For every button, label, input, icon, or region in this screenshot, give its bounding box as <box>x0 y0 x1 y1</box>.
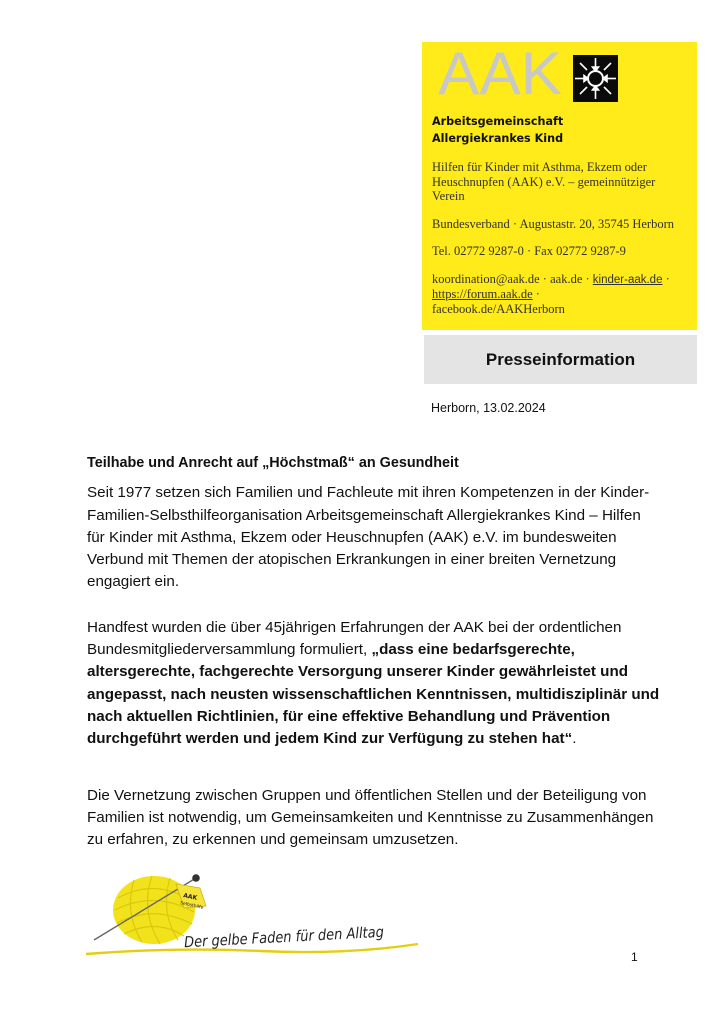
paragraph-2-quote: „dass eine bedarfsgerechte, altersgerechte, fachgerechte Versorgung unserer Kinder gewährleistet und angepasst, nach neusten wissenschaftlichen Kenntnissen, multidisziplinär und nach aktuellen Richtlinien, für eine effektive Behandlung und Prävention durchgeführt werden und jedem Kind zur Verfügung zu stehen hat“ <box>87 641 660 748</box>
separator: · <box>662 271 670 286</box>
document-date: Herborn, 13.02.2024 <box>431 401 546 415</box>
paragraph-2-intro: Handfest wurden die über 45jährigen Erfahrungen der AAK bei der ordentlichen Bundesmitgliederversammlung formuliert, <box>87 618 622 659</box>
article <box>87 452 662 851</box>
article-headline: Teilhabe und Anrecht auf „Höchstmaß“ an Gesundheit <box>87 455 459 471</box>
separator: · <box>532 287 540 301</box>
forum-link[interactable]: https://forum.aak.de <box>432 287 533 301</box>
press-label: Presseinformation <box>485 349 636 369</box>
article-paragraph-2 <box>87 617 662 751</box>
separator: · <box>582 271 593 286</box>
aak-logo-letters <box>438 48 562 96</box>
sun-arrows-icon <box>573 55 618 102</box>
yarn-ball-logo <box>84 868 420 962</box>
org-description: Hilfen für Kinder mit Asthma, Ekzem oder Heuschnupfen (AAK) e.V. – gemeinnütziger Verein <box>432 160 656 203</box>
org-name-line1: Arbeitsgemeinschaft <box>432 115 564 128</box>
footer-slogan: Der gelbe Faden für den Alltag <box>183 921 416 952</box>
letterhead <box>422 42 697 330</box>
org-phone: Tel. 02772 9287-0 · Fax 02772 9287-9 <box>432 244 626 258</box>
page-number: 1 <box>631 950 638 964</box>
paragraph-2-end: . <box>572 730 577 748</box>
aak-logo <box>432 42 687 108</box>
website-link[interactable]: aak.de <box>550 271 583 286</box>
facebook-link[interactable]: facebook.de/AAKHerborn <box>432 301 565 316</box>
tag-text-selfhelp: Selbsthilfe <box>179 901 204 911</box>
organisation-name <box>432 113 687 147</box>
separator: · <box>539 271 551 286</box>
article-paragraph-1: Seit 1977 setzen sich Familien und Fachleute mit ihren Kompetenzen in der Kinder-Familien-Selbsthilfeorganisation Arbeitsgemeinschaft Allergiekrankes Kind – Hilfen für Kinder mit Asthma, Ekzem oder Heuschnupfen (AAK) e.V. im bundesweiten Verbund mit Themen der atopischen Erkrankungen in einer breiten Vernetzung engagiert ein. <box>87 484 650 591</box>
kinder-site-link[interactable]: kinder-aak.de <box>592 273 663 286</box>
press-label-box <box>424 335 697 384</box>
org-address: Bundesverband · Augustastr. 20, 35745 Herborn <box>432 216 674 231</box>
org-contact-links <box>432 272 687 317</box>
tag-text-aak: AAK <box>182 892 198 902</box>
org-name-line2: Allergiekrankes Kind <box>432 132 564 145</box>
logo-text: AAK <box>438 48 562 96</box>
article-paragraph-3: Die Vernetzung zwischen Gruppen und öffentlichen Stellen und der Beteiligung von Familien ist notwendig, um Gemeinsamkeiten und Kenntnisse zu Zusammenhängen zu erfahren, zu erkennen und gemeinsam umzusetzen. <box>87 786 654 849</box>
email-link[interactable]: koordination@aak.de <box>432 271 540 286</box>
